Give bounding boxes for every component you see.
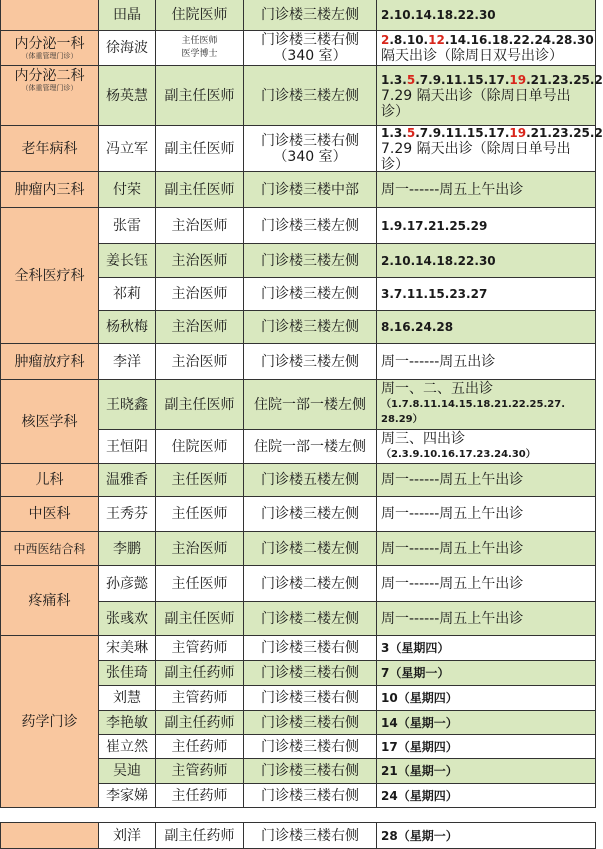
dept-cell [1,126,99,172]
doctor-name: 宋美琳 [99,636,156,661]
clinic-location: 门诊楼三楼中部 [244,172,377,208]
clinic-schedule: 8.16.24.28 [377,311,596,344]
doctor-name: 李鹏 [99,532,156,566]
clinic-location: 门诊楼三楼左侧 [244,208,377,244]
dept-name: 内分泌二科 [14,68,85,84]
clinic-schedule [377,125,603,173]
clinic-location: 门诊楼三楼右侧 [244,686,377,711]
doctor-name: 王恒阳 [99,430,156,464]
clinic-schedule: 10（星期四） [377,686,596,711]
clinic-location: 住院一部一楼左侧 [244,430,377,464]
doctor-title: 副主任医师 [156,66,244,126]
location-line: （340 室） [273,48,347,64]
schedule-note: 隔天出诊（除周日双号出诊） [381,48,563,64]
clinic-location: 门诊楼三楼右侧 [244,735,377,759]
doctor-title: 主任医师 [156,497,244,532]
doctor-name: 冯立军 [99,126,156,172]
doctor-name: 张雷 [99,208,156,244]
doctor-title: 副主任医师 [156,126,244,172]
clinic-schedule: 7（星期一） [377,661,596,686]
schedule-note: 7.29 隔天出诊（除周日单号出 [381,140,571,157]
location-line: 门诊楼三楼右侧 [261,132,359,149]
doctor-title: 主治医师 [156,278,244,311]
clinic-location: 门诊楼三楼左侧 [244,278,377,311]
clinic-schedule: 3（星期四） [377,636,596,661]
clinic-schedule [377,430,596,464]
dept-name: 疼痛科 [28,592,71,609]
clinic-location: 门诊楼三楼左侧 [244,497,377,532]
dept-name: 中西医结合科 [13,541,86,556]
clinic-schedule: 1.9.17.21.25.29 [377,208,596,244]
schedule-note: 诊） [381,103,409,120]
clinic-schedule [377,66,603,126]
clinic-schedule [377,380,596,430]
dept-name: 核医学科 [21,413,78,430]
dept-cell [1,497,99,532]
doctor-name: 祁莉 [99,278,156,311]
dept-name: 肿瘤内三科 [14,181,85,198]
dept-subtitle: （体重管理门诊） [21,51,78,60]
clinic-schedule: 周一------周五上午出诊 [377,497,596,532]
dept-cell [1,532,99,566]
clinic-location: 门诊楼二楼左侧 [244,532,377,566]
doctor-title: 主治医师 [156,532,244,566]
clinic-location: 门诊楼三楼右侧 [244,636,377,661]
doctor-title: 副主任医师 [156,602,244,636]
schedule-dates: 28.29） [381,414,423,425]
doctor-title: 主治医师 [156,311,244,344]
dept-cell [1,566,99,636]
dept-name: 药学门诊 [21,713,78,730]
doctor-name: 张佳琦 [99,661,156,686]
doctor-title: 主任药师 [156,784,244,808]
dept-cell [1,636,99,808]
clinic-location: 门诊楼三楼左侧 [244,344,377,380]
doctor-title: 副主任医师 [156,380,244,430]
dept-cell [1,464,99,497]
doctor-name: 杨秋梅 [99,311,156,344]
doctor-name: 张彧欢 [99,602,156,636]
doctor-title: 主任医师 [156,464,244,497]
clinic-schedule: 24（星期四） [377,784,596,808]
clinic-location: 门诊楼三楼右侧 [244,759,377,784]
doctor-title: 主任药师 [156,735,244,759]
location-line: 门诊楼三楼右侧 [261,32,359,48]
clinic-schedule: 周一------周五上午出诊 [377,602,596,636]
doctor-title: 副主任医师 [156,172,244,208]
clinic-location: 门诊楼三楼右侧 [244,711,377,735]
schedule-dates: 1.3.5.7.9.11.15.17.19.21.23.25.2 [381,125,603,140]
doctor-name: 田晶 [99,0,156,31]
clinic-schedule: 周一------周五上午出诊 [377,172,596,208]
clinic-schedule: 周一------周五上午出诊 [377,566,596,602]
clinic-location: 门诊楼三楼左侧 [244,0,377,31]
clinic-schedule: 2.10.14.18.22.30 [377,244,596,278]
doctor-name: 付荣 [99,172,156,208]
doctor-name: 王晓鑫 [99,380,156,430]
doctor-name: 孙彦懿 [99,566,156,602]
doctor-name: 李洋 [99,344,156,380]
doctor-title [156,31,244,66]
clinic-schedule: 2.10.14.18.22.30 [377,0,596,31]
title-line: 主任医师 [181,36,218,46]
schedule-dates: （1.7.8.11.14.15.18.21.22.25.27. [381,399,565,410]
page-break-gap [0,808,596,822]
title-line: 医学博士 [181,49,218,59]
clinic-location [244,31,377,66]
clinic-location: 门诊楼二楼左侧 [244,566,377,602]
dept-name: 老年病科 [21,140,78,157]
doctor-name: 温雅香 [99,464,156,497]
clinic-schedule: 周一------周五上午出诊 [377,532,596,566]
doctor-title: 住院医师 [156,430,244,464]
clinic-location: 门诊楼三楼右侧 [244,784,377,808]
clinic-location: 门诊楼三楼左侧 [244,311,377,344]
doctor-name: 刘慧 [99,686,156,711]
doctor-name: 李家娣 [99,784,156,808]
dept-subtitle: （体重管理门诊） [21,84,78,92]
dept-cell [1,0,99,31]
doctor-name: 刘洋 [99,822,156,849]
doctor-name: 王秀芬 [99,497,156,532]
dept-cell [1,822,99,849]
dept-cell [1,380,99,464]
schedule-days: 周三、四出诊 [381,430,465,447]
clinic-schedule: 17（星期四） [377,735,596,759]
clinic-schedule: 21（星期一） [377,759,596,784]
doctor-title: 主管药师 [156,759,244,784]
dept-name: 内分泌一科 [14,35,85,52]
dept-name: 全科医疗科 [14,267,85,284]
clinic-location: 门诊楼二楼左侧 [244,602,377,636]
dept-cell [1,172,99,208]
schedule-note: 诊） [381,156,409,173]
doctor-title: 主治医师 [156,244,244,278]
doctor-title: 住院医师 [156,0,244,31]
clinic-location: 门诊楼三楼右侧 [244,661,377,686]
schedule-dates: （2.3.9.10.16.17.23.24.30） [381,448,536,460]
schedule-note: 7.29 隔天出诊（除周日单号出 [381,87,571,104]
clinic-schedule: 周一------周五出诊 [377,344,596,380]
doctor-name: 李艳敏 [99,711,156,735]
schedule-days: 周一、二、五出诊 [381,381,493,397]
dept-name: 肿瘤放疗科 [14,353,85,370]
location-line: （340 室） [273,148,347,165]
doctor-title: 主管药师 [156,636,244,661]
clinic-location: 门诊楼三楼右侧 [244,822,377,849]
doctor-name: 吴迪 [99,759,156,784]
doctor-title: 副主任药师 [156,661,244,686]
schedule-dates: 2.8.10.12.14.16.18.22.24.28.30 [381,33,594,47]
clinic-schedule: 周一------周五上午出诊 [377,464,596,497]
clinic-schedule: 14（星期一） [377,711,596,735]
clinic-location [244,126,377,172]
clinic-schedule [377,31,596,66]
doctor-title: 主任医师 [156,566,244,602]
doctor-title: 副主任药师 [156,711,244,735]
dept-name: 中医科 [28,506,71,522]
clinic-location: 门诊楼五楼左侧 [244,464,377,497]
clinic-schedule: 28（星期一） [377,822,596,849]
doctor-title: 主治医师 [156,344,244,380]
doctor-name: 杨英慧 [99,66,156,126]
doctor-title: 主治医师 [156,208,244,244]
dept-cell [1,31,99,66]
clinic-location: 门诊楼三楼左侧 [244,244,377,278]
schedule-dates: 1.3.5.7.9.11.15.17.19.21.23.25.2 [381,72,603,87]
doctor-title: 主管药师 [156,686,244,711]
doctor-name: 姜长钰 [99,244,156,278]
clinic-location: 住院一部一楼左侧 [244,380,377,430]
clinic-location: 门诊楼三楼左侧 [244,66,377,126]
doctor-title: 副主任药师 [156,822,244,849]
dept-cell [1,344,99,380]
dept-name: 儿科 [35,472,64,488]
dept-cell [1,208,99,344]
clinic-schedule: 3.7.11.15.23.27 [377,278,596,311]
doctor-name: 崔立然 [99,735,156,759]
doctor-name: 徐海波 [99,31,156,66]
dept-cell [1,66,99,126]
